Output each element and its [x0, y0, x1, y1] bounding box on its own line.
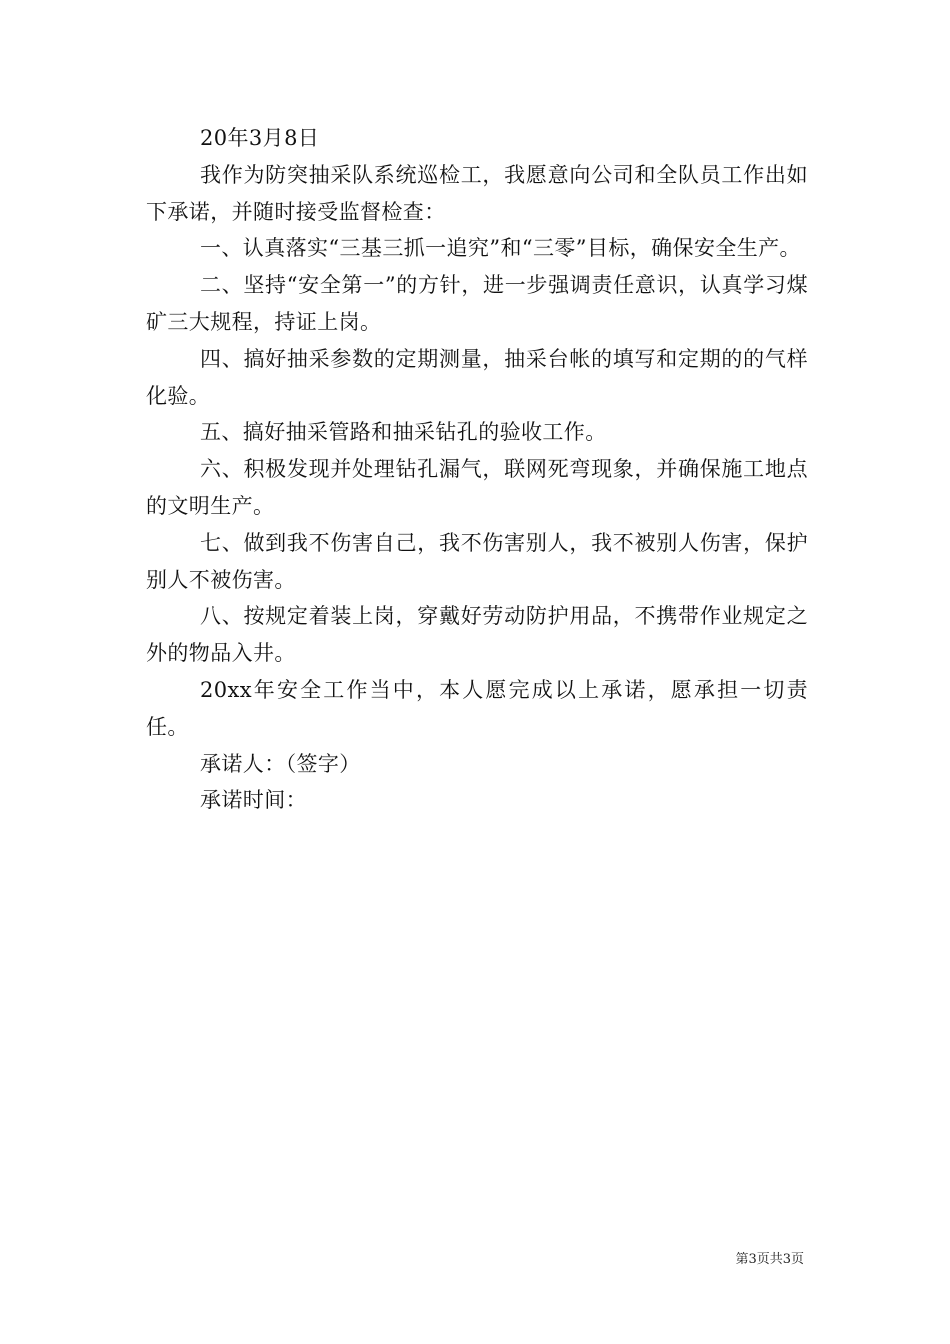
commitment-item-5: 五、搞好抽采管路和抽采钻孔的验收工作。	[200, 420, 607, 445]
commitment-item-4: 四、搞好抽采参数的定期测量，抽采台帐的填写和定期的的气样化验。	[146, 346, 808, 408]
date-line: 20年3月8日	[200, 126, 320, 150]
closing-paragraph: 20xx年安全工作当中，本人愿完成以上承诺，愿承担一切责任。	[146, 677, 808, 739]
commitment-item-1: 一、认真落实“三基三抓一追究”和“三零”目标，确保安全生产。	[200, 236, 801, 261]
commitment-item-6: 六、积极发现并处理钻孔漏气，联网死弯现象，并确保施工地点的文明生产。	[146, 457, 808, 518]
commitment-item-2: 二、坚持“安全第一”的方针，进一步强调责任意识，认真学习煤矿三大规程，持证上岗。	[146, 273, 808, 334]
signature-line: 承诺人：（签字）	[200, 751, 361, 776]
commitment-item-7: 七、做到我不伤害自己，我不伤害别人，我不被别人伤害，保护别人不被伤害。	[146, 530, 808, 592]
page-number-footer: 第3页共3页	[735, 1252, 804, 1267]
commitment-item-8: 八、按规定着装上岗，穿戴好劳动防护用品，不携带作业规定之外的物品入井。	[146, 604, 808, 666]
commitment-date-line: 承诺时间：	[200, 788, 307, 813]
document-body	[146, 120, 808, 819]
intro-paragraph: 我作为防突抽采队系统巡检工，我愿意向公司和全队员工作出如下承诺，并随时接受监督检查：	[146, 162, 808, 224]
